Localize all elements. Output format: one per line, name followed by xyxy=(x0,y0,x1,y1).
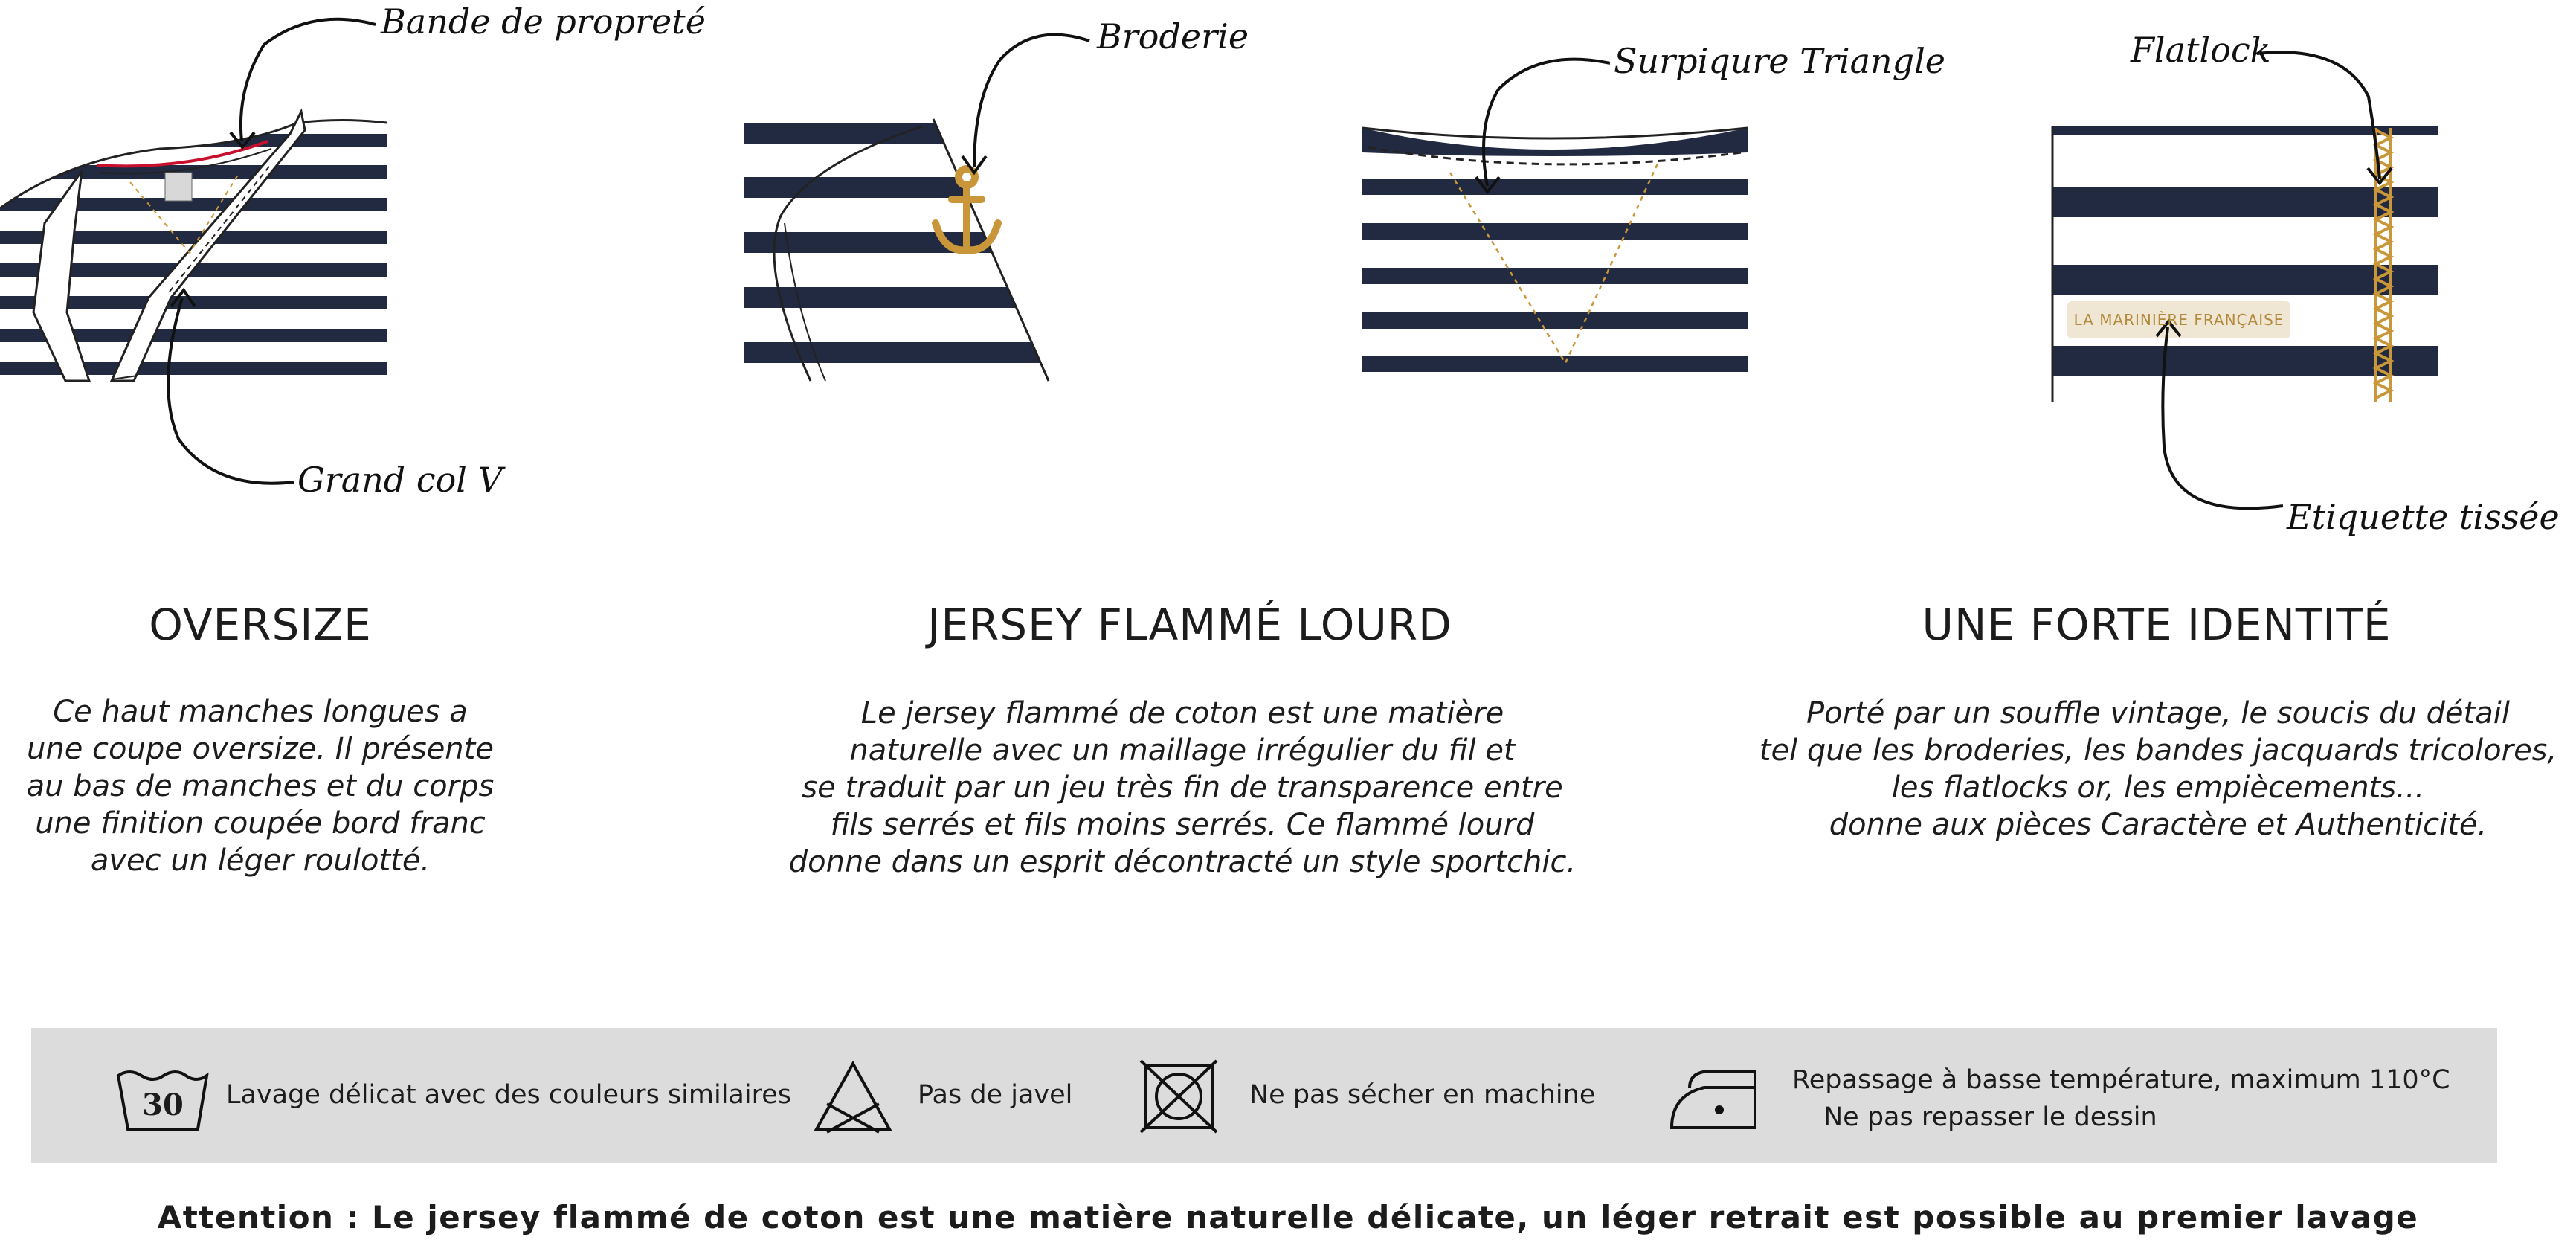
care-label-wash: Lavage délicat avec des couleurs similaires xyxy=(226,1080,791,1110)
embroidery-illustration xyxy=(736,0,1093,402)
desc-line: au bas de manches et du corps xyxy=(26,769,495,803)
care-label-iron-temp: Repassage à basse température, maximum 110°C xyxy=(1792,1065,2450,1095)
iron-low-icon xyxy=(1667,1065,1764,1132)
care-label-iron-print: Ne pas repasser le dessin xyxy=(1823,1102,2157,1132)
callout-flatlock: Flatlock xyxy=(2131,30,2271,70)
shrinkage-warning: Attention : Le jersey flammé de coton est une matière naturelle délicate, un léger retrait est possible au premier lavage xyxy=(157,1199,2419,1236)
callout-surpiqure-triangle: Surpiqure Triangle xyxy=(1614,41,1946,81)
desc-line: donne dans un esprit décontracté un style sportchic. xyxy=(788,845,1577,879)
heading-oversize: OVERSIZE xyxy=(149,600,372,650)
desc-line: une coupe oversize. Il présente xyxy=(27,732,494,766)
callout-bande-de-proprete: Bande de propreté xyxy=(381,1,706,42)
care-instructions-bar xyxy=(31,1028,2497,1163)
callout-etiquette-tissee: Etiquette tissée xyxy=(2287,497,2560,537)
desc-line: se traduit par un jeu très fin de transparence entre xyxy=(802,771,1563,805)
care-label-bleach: Pas de javel xyxy=(918,1080,1073,1110)
desc-line: Porté par un souffle vintage, le soucis du détail xyxy=(1806,696,2510,730)
desc-line: une finition coupée bord franc xyxy=(35,806,486,841)
wash-temperature: 30 xyxy=(142,1088,184,1122)
heading-forte-identite: UNE FORTE IDENTITÉ xyxy=(1922,600,2392,650)
woven-label: LA MARINIÈRE FRANÇAISE xyxy=(2073,311,2284,329)
flatlock-illustration xyxy=(2038,0,2484,536)
no-tumble-dry-icon xyxy=(1138,1059,1220,1134)
care-label-dryer: Ne pas sécher en machine xyxy=(1249,1080,1596,1110)
desc-line: les flatlocks or, les empiècements... xyxy=(1891,771,2425,805)
callout-grand-col-v: Grand col V xyxy=(297,460,503,500)
description-jersey xyxy=(744,695,1621,881)
desc-line: avec un léger roulotté. xyxy=(90,844,431,878)
desc-line: naturelle avec un maillage irrégulier du fil et xyxy=(849,733,1516,768)
desc-line: Le jersey flammé de coton est une matière xyxy=(860,696,1504,730)
oversize-illustration xyxy=(0,0,521,521)
desc-line: donne aux pièces Caractère et Authenticité. xyxy=(1829,808,2488,842)
description-oversize xyxy=(0,693,521,879)
callout-broderie: Broderie xyxy=(1097,16,1249,57)
desc-line: Ce haut manches longues a xyxy=(53,695,468,729)
heading-jersey-flamme-lourd: JERSEY FLAMMÉ LOURD xyxy=(927,600,1452,650)
description-identite xyxy=(1740,695,2576,844)
no-bleach-icon xyxy=(812,1059,894,1134)
desc-line: fils serrés et fils moins serrés. Ce flammé lourd xyxy=(830,808,1535,842)
desc-line: tel que les broderies, les bandes jacquards tricolores, xyxy=(1759,733,2557,768)
